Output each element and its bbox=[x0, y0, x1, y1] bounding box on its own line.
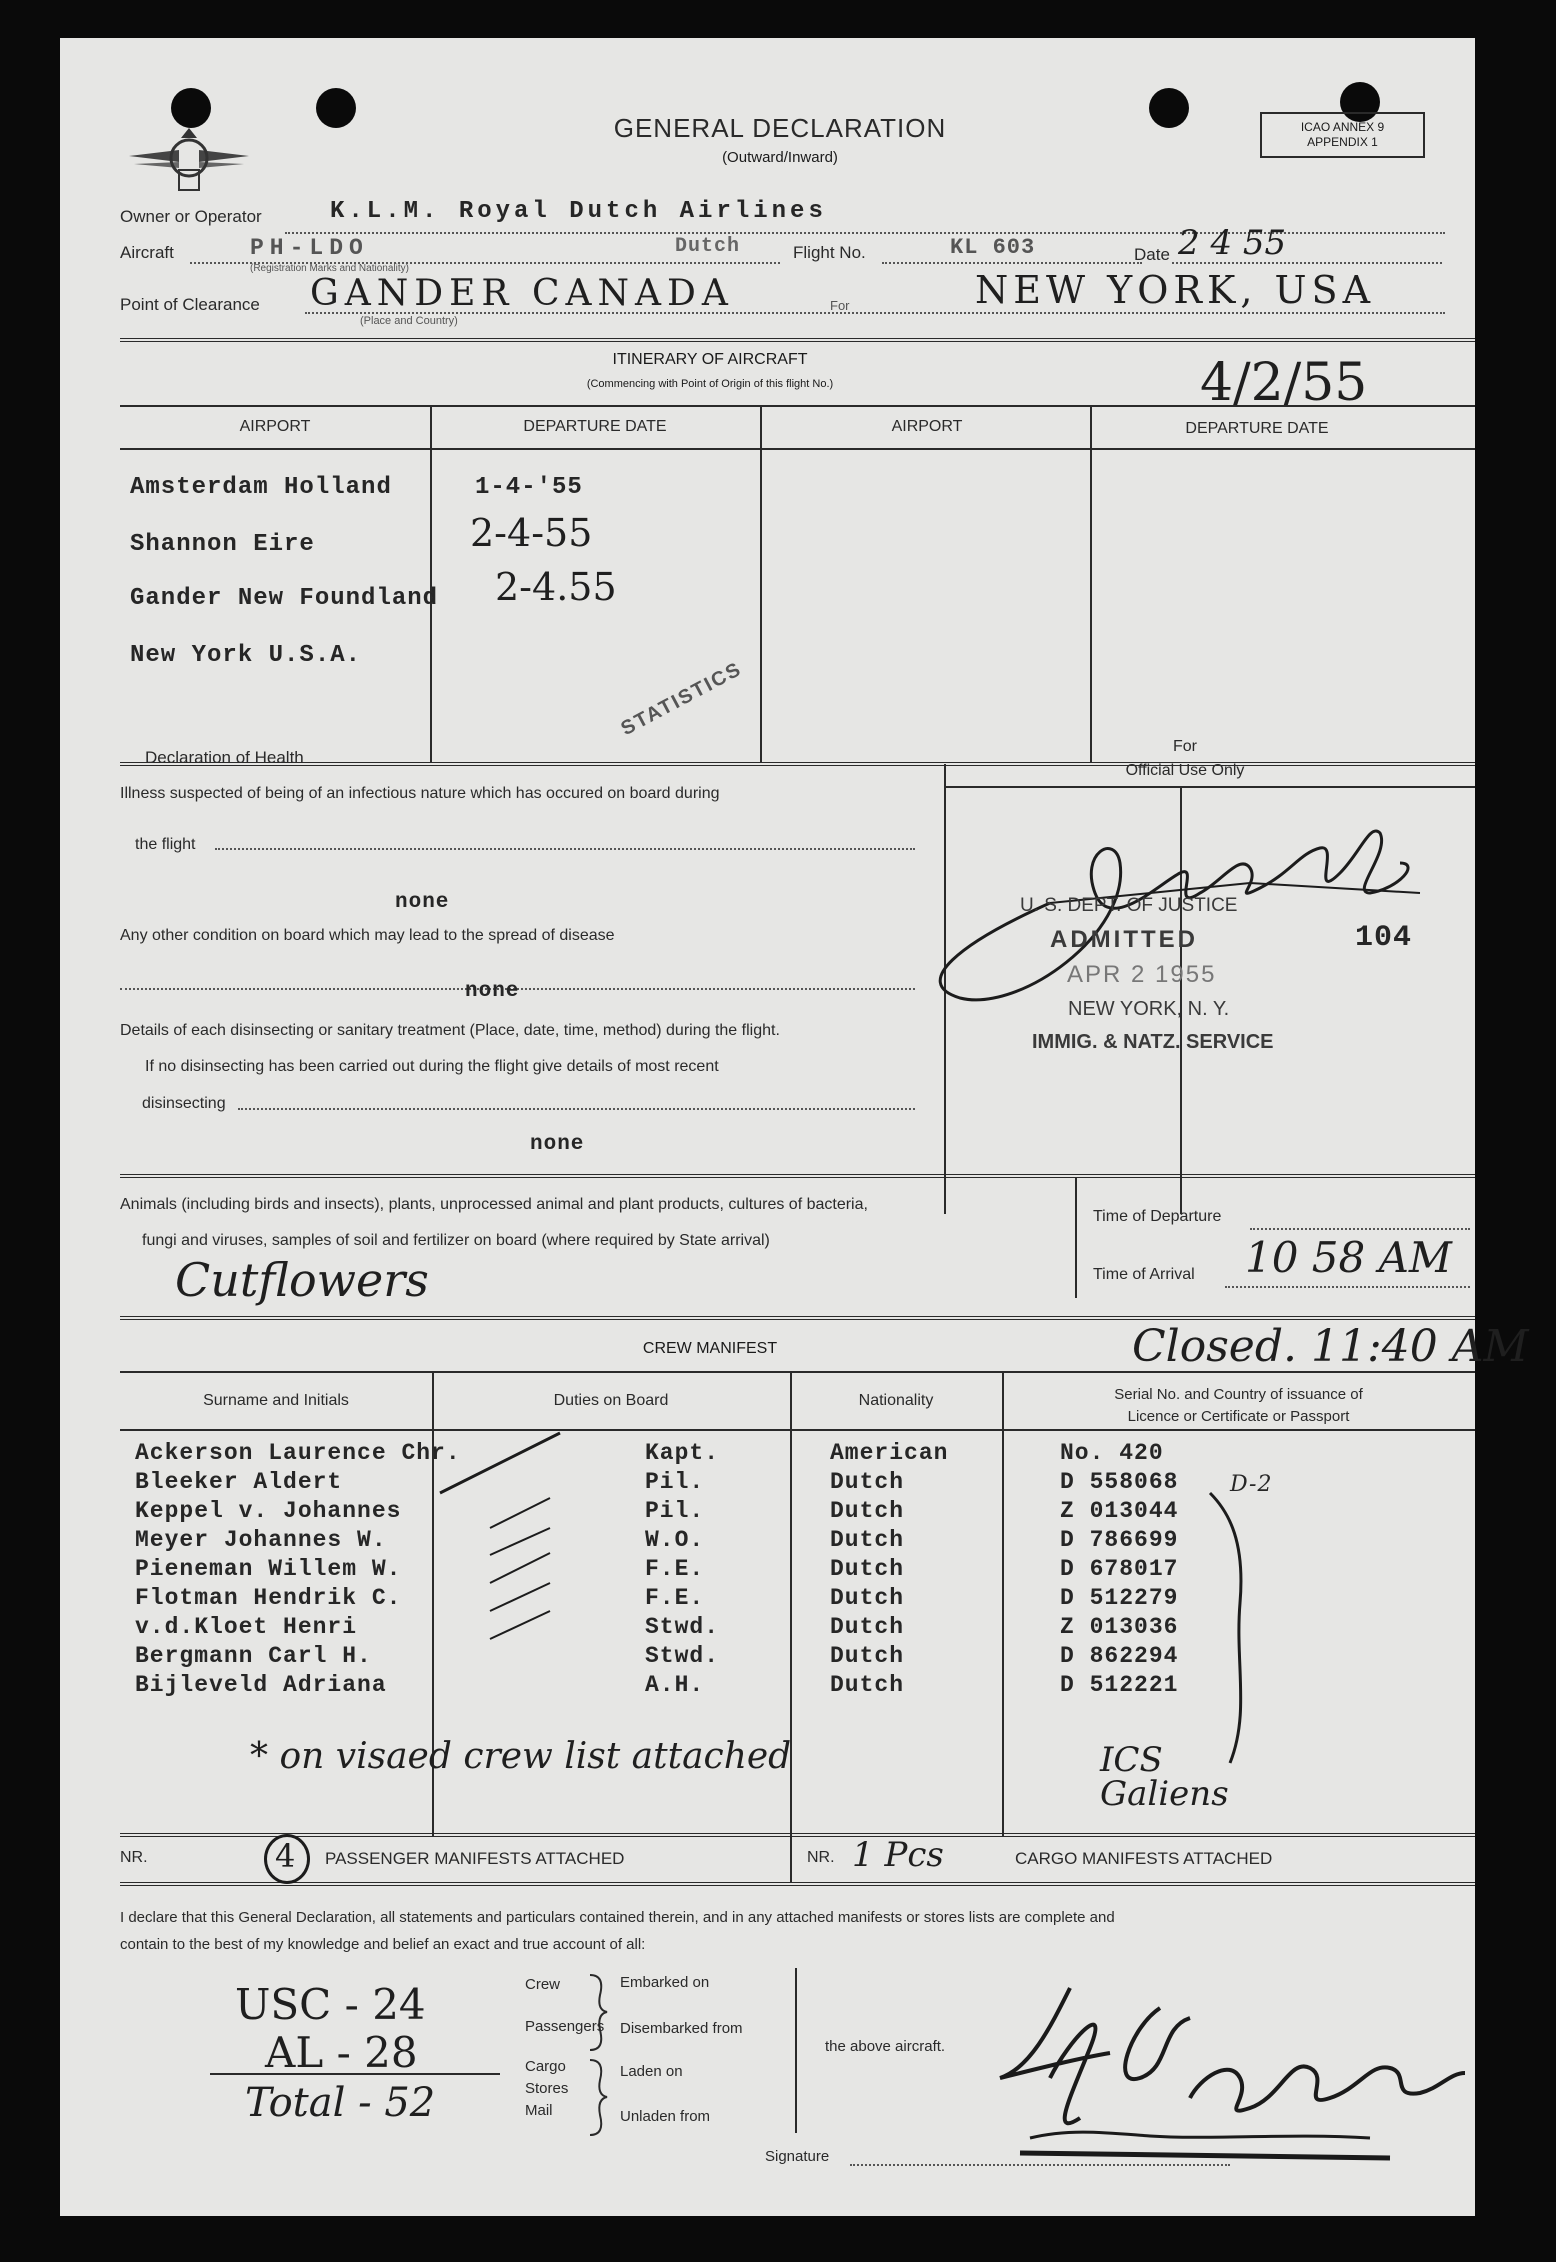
icao-annex: ICAO ANNEX 9 bbox=[1300, 120, 1385, 134]
clearance-label: Point of Clearance bbox=[120, 295, 260, 314]
owner-label: Owner or Operator bbox=[120, 207, 262, 226]
col-nationality: Nationality bbox=[858, 1392, 934, 1409]
decl-item-stores: Stores bbox=[525, 2080, 569, 2097]
rule bbox=[238, 1108, 915, 1110]
crew-serial: D 678017 bbox=[1060, 1556, 1179, 1582]
crew-serial: D 862294 bbox=[1060, 1643, 1179, 1669]
rule bbox=[120, 1429, 1475, 1431]
rule bbox=[120, 1174, 1475, 1178]
crew-name: v.d.Kloet Henri bbox=[135, 1614, 358, 1640]
declaration-text-2: contain to the best of my knowledge and belief an exact and true account of all: bbox=[120, 1936, 646, 1953]
rule bbox=[305, 312, 1445, 314]
rule bbox=[1002, 1371, 1004, 1836]
health-other-answer: none bbox=[465, 980, 520, 1003]
form-subtitle: (Outward/Inward) bbox=[722, 149, 838, 166]
passenger-count-circle bbox=[264, 1834, 310, 1884]
health-disinsecting-3: disinsecting bbox=[142, 1095, 226, 1112]
crew-title: CREW MANIFEST bbox=[642, 1340, 778, 1357]
destination-value: NEW YORK, USA bbox=[975, 268, 1376, 312]
rule bbox=[120, 1371, 1475, 1373]
for-label: For bbox=[830, 298, 850, 313]
col-surname: Surname and Initials bbox=[203, 1392, 349, 1409]
crew-serial: D 512221 bbox=[1060, 1672, 1179, 1698]
rule bbox=[760, 405, 762, 762]
time-departure-label: Time of Departure bbox=[1093, 1208, 1222, 1225]
punch-hole bbox=[316, 88, 356, 128]
passenger-count: 4 bbox=[275, 1837, 296, 1875]
time-arrival-label: Time of Arrival bbox=[1093, 1266, 1195, 1283]
rule bbox=[120, 1882, 1475, 1886]
animals-text-2: fungi and viruses, samples of soil and fertilizer on board (where required by State arrival) bbox=[142, 1232, 770, 1249]
cargo-manifest-label: CARGO MANIFESTS ATTACHED bbox=[1015, 1849, 1273, 1868]
captain-signature bbox=[990, 1968, 1470, 2193]
decl-disembarked: Disembarked from bbox=[620, 2020, 743, 2037]
itinerary-airport-1: Amsterdam Holland bbox=[130, 474, 392, 501]
crew-nationality: American bbox=[830, 1440, 949, 1466]
itinerary-airport-2: Shannon Eire bbox=[130, 531, 315, 558]
crew-name: Flotman Hendrik C. bbox=[135, 1585, 402, 1611]
crew-serial: No. 420 bbox=[1060, 1440, 1164, 1466]
health-disinsecting-2: If no disinsecting has been carried out during the flight give details of most recent bbox=[145, 1058, 719, 1075]
form-title: GENERAL DECLARATION bbox=[613, 113, 947, 143]
decl-item-mail: Mail bbox=[525, 2102, 553, 2119]
itinerary-date: 4/2/55 bbox=[1200, 353, 1368, 413]
rule bbox=[795, 1968, 797, 2133]
col-departure-1: DEPARTURE DATE bbox=[523, 418, 667, 435]
itinerary-airport-4: New York U.S.A. bbox=[130, 642, 362, 669]
cargo-count: 1 Pcs bbox=[852, 1835, 944, 1875]
date-label: Date bbox=[1134, 245, 1170, 264]
crew-nationality: Dutch bbox=[830, 1614, 905, 1640]
flight-value: KL 603 bbox=[950, 235, 1036, 260]
rule bbox=[120, 405, 1475, 407]
cargo-nr-label: NR. bbox=[807, 1849, 835, 1866]
crew-duty: Pil. bbox=[645, 1498, 705, 1524]
crew-serial: Z 013036 bbox=[1060, 1614, 1179, 1640]
crew-name: Bijleveld Adriana bbox=[135, 1672, 387, 1698]
crew-note-ius: ICS Galiens bbox=[1100, 1740, 1229, 1814]
stamp-city: NEW YORK, N. Y. bbox=[1068, 998, 1230, 1020]
passenger-manifest-label: PASSENGER MANIFESTS ATTACHED bbox=[325, 1849, 625, 1868]
crew-serial: Z 013044 bbox=[1060, 1498, 1179, 1524]
icao-appendix: APPENDIX 1 bbox=[1307, 135, 1378, 149]
crew-duty: Pil. bbox=[645, 1469, 705, 1495]
crew-nationality: Dutch bbox=[830, 1469, 905, 1495]
aircraft-label: Aircraft bbox=[120, 243, 174, 262]
crew-name: Ackerson Laurence Chr. bbox=[135, 1440, 461, 1466]
crew-nationality: Dutch bbox=[830, 1498, 905, 1524]
rule bbox=[120, 1833, 1475, 1837]
rule bbox=[1172, 262, 1442, 264]
statistics-stamp: STATISTICS bbox=[617, 657, 746, 741]
aircraft-nationality: Dutch bbox=[675, 235, 741, 258]
clearance-value: GANDER CANADA bbox=[310, 273, 734, 314]
crew-nationality: Dutch bbox=[830, 1556, 905, 1582]
hand-count-2: AL - 28 bbox=[265, 2028, 418, 2077]
official-number: 104 bbox=[1355, 921, 1413, 955]
crew-nationality: Dutch bbox=[830, 1643, 905, 1669]
crew-duty: Stwd. bbox=[645, 1614, 720, 1640]
decl-unladen: Unladen from bbox=[620, 2108, 711, 2125]
decl-braces bbox=[585, 1970, 615, 2145]
crew-duty: F.E. bbox=[645, 1585, 705, 1611]
rule bbox=[190, 262, 780, 264]
rule bbox=[430, 405, 432, 762]
crew-strike-marks bbox=[430, 1433, 630, 1678]
crew-name: Pieneman Willem W. bbox=[135, 1556, 402, 1582]
stamp-service: IMMIG. & NATZ. SERVICE bbox=[1032, 1031, 1274, 1053]
col-airport-1: AIRPORT bbox=[239, 418, 311, 435]
stamp-dept: U. S. DEPT. OF JUSTICE bbox=[1020, 895, 1238, 916]
declaration-form bbox=[60, 38, 1529, 2216]
clearance-sublabel: (Place and Country) bbox=[360, 315, 458, 327]
closed-note: Closed. 11:40 AM bbox=[1132, 1321, 1529, 1372]
itinerary-title: ITINERARY OF AIRCRAFT bbox=[612, 351, 808, 368]
rule bbox=[215, 848, 915, 850]
health-the-flight: the flight bbox=[135, 836, 196, 853]
itinerary-date-2: 2-4-55 bbox=[470, 511, 593, 555]
crew-duty: Stwd. bbox=[645, 1643, 720, 1669]
crew-name: Keppel v. Johannes bbox=[135, 1498, 402, 1524]
health-other-condition: Any other condition on board which may lead to the spread of disease bbox=[120, 927, 615, 944]
signature-label: Signature bbox=[765, 2148, 830, 2165]
crew-nationality: Dutch bbox=[830, 1527, 905, 1553]
crew-duty: F.E. bbox=[645, 1556, 705, 1582]
punch-hole bbox=[1149, 88, 1189, 128]
itinerary-airport-3: Gander New Foundland bbox=[130, 585, 439, 612]
hand-count-1: USC - 24 bbox=[235, 1980, 426, 2029]
col-serial-1: Serial No. and Country of issuance of bbox=[1114, 1386, 1363, 1403]
itinerary-date-1: 1-4-'55 bbox=[475, 474, 583, 501]
crew-duty: W.O. bbox=[645, 1527, 705, 1553]
rule bbox=[210, 2073, 500, 2075]
rule bbox=[1075, 1178, 1077, 1298]
crew-name: Bergmann Carl H. bbox=[135, 1643, 372, 1669]
klm-logo bbox=[124, 118, 254, 203]
health-title: Declaration of Health bbox=[145, 748, 304, 767]
crew-serial: D 786699 bbox=[1060, 1527, 1179, 1553]
crew-duty: Kapt. bbox=[645, 1440, 720, 1466]
rule bbox=[1225, 1286, 1470, 1288]
passenger-nr-label: NR. bbox=[120, 1849, 148, 1866]
stamp-admitted: ADMITTED bbox=[1050, 926, 1198, 953]
rule bbox=[120, 1316, 1475, 1320]
aircraft-sublabel: (Registration Marks and Nationality) bbox=[250, 263, 409, 274]
health-illness-answer: none bbox=[395, 891, 450, 914]
rule bbox=[1250, 1228, 1470, 1230]
rule bbox=[790, 1835, 792, 1882]
stamp-date: APR 2 1955 bbox=[1067, 961, 1217, 988]
rule bbox=[944, 786, 1475, 788]
owner-value: K.L.M. Royal Dutch Airlines bbox=[330, 198, 827, 225]
crew-serial: D 558068 bbox=[1060, 1469, 1179, 1495]
crew-serial: D 512279 bbox=[1060, 1585, 1179, 1611]
decl-item-passengers: Passengers bbox=[525, 2018, 605, 2035]
itinerary-date-3: 2-4.55 bbox=[495, 565, 617, 609]
hand-total: Total - 52 bbox=[245, 2080, 436, 2126]
rule bbox=[120, 338, 1475, 342]
flight-label: Flight No. bbox=[793, 243, 866, 262]
col-departure-2: DEPARTURE DATE bbox=[1185, 420, 1329, 437]
aircraft-value: PH-LDO bbox=[250, 235, 369, 261]
rule bbox=[1090, 405, 1092, 762]
crew-name: Meyer Johannes W. bbox=[135, 1527, 387, 1553]
crew-nationality: Dutch bbox=[830, 1585, 905, 1611]
crew-note-d2: D-2 bbox=[1230, 1472, 1273, 1497]
time-arrival-value: 10 58 AM bbox=[1245, 1233, 1452, 1282]
rule bbox=[882, 262, 1142, 264]
decl-above-aircraft: the above aircraft. bbox=[825, 2038, 946, 2055]
icao-box bbox=[1260, 112, 1425, 158]
official-for: For bbox=[1173, 738, 1197, 755]
decl-embarked: Embarked on bbox=[620, 1974, 710, 1991]
official-use-only: Official Use Only bbox=[1125, 762, 1245, 779]
col-airport-2: AIRPORT bbox=[891, 418, 963, 435]
crew-duty: A.H. bbox=[645, 1672, 705, 1698]
rule bbox=[120, 448, 1475, 450]
health-disinsecting-answer: none bbox=[530, 1133, 585, 1156]
decl-item-cargo: Cargo bbox=[525, 2058, 566, 2075]
crew-nationality: Dutch bbox=[830, 1672, 905, 1698]
itinerary-subtitle: (Commencing with Point of Origin of this flight No.) bbox=[586, 378, 834, 390]
decl-item-crew: Crew bbox=[525, 1976, 561, 1993]
decl-laden: Laden on bbox=[620, 2063, 683, 2080]
health-disinsecting-1: Details of each disinsecting or sanitary treatment (Place, date, time, method) during the flight. bbox=[120, 1022, 780, 1039]
crew-name: Bleeker Aldert bbox=[135, 1469, 343, 1495]
col-serial-2: Licence or Certificate or Passport bbox=[1127, 1408, 1350, 1425]
col-duties: Duties on Board bbox=[553, 1392, 669, 1409]
health-illness-text: Illness suspected of being of an infectious nature which has occured on board during bbox=[120, 785, 720, 802]
animals-answer: Cutflowers bbox=[175, 1253, 429, 1307]
declaration-text-1: I declare that this General Declaration, all statements and particulars contained therein, and in any attached manifests or stores lists are complete and bbox=[120, 1909, 1115, 1926]
crew-note-visa: * on visaed crew list attached bbox=[250, 1736, 792, 1777]
animals-text-1: Animals (including birds and insects), plants, unprocessed animal and plant products, cultures of bacteria, bbox=[120, 1196, 868, 1213]
date-value: 2 4 55 bbox=[1178, 223, 1287, 263]
